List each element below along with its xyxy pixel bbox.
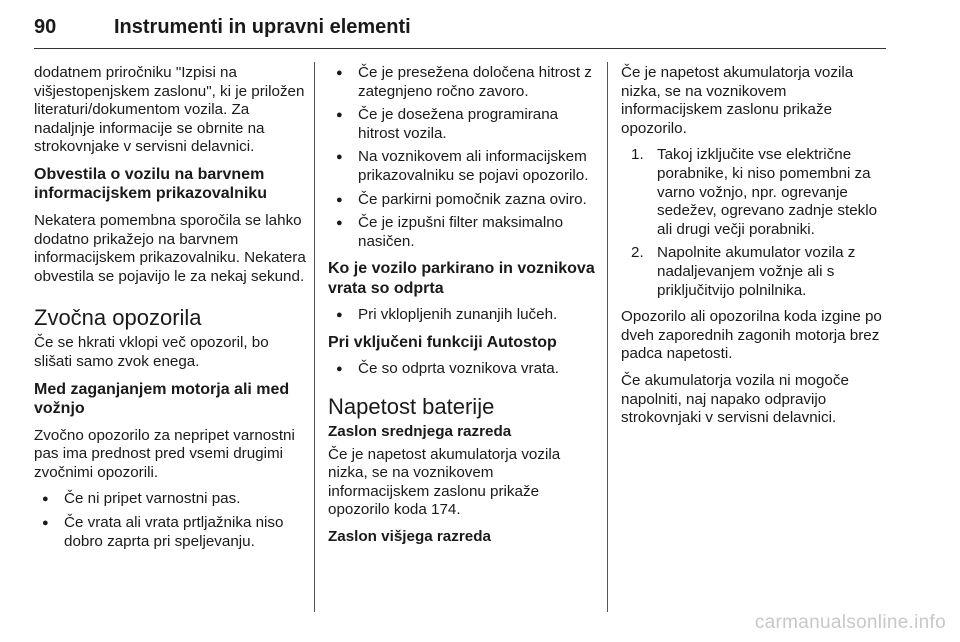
list-item: ● Če je dosežena programirana hitrost vozila.	[328, 106, 596, 143]
numbered-list	[621, 146, 887, 300]
list-item: ● Če so odprta voznikova vrata.	[328, 360, 596, 379]
paragraph-opozorilo-izgine: Opozorilo ali opozorilna koda izgine po dveh zaporednih zagonih motorja brez padca napetosti.	[621, 308, 882, 363]
list-item: ● Pri vklopljenih zunanjih lučeh.	[328, 306, 596, 325]
step-number: 1.	[631, 146, 644, 164]
column-2	[328, 64, 596, 551]
intro-paragraph: dodatnem priročniku "Izpisi na višjestopenjskem zaslonu", ki je priložen literaturi/dokumentom vozila. Za nadaljnje informacije se obrnite na strokovnjake v servisni delavnici.	[34, 64, 305, 156]
list-item: ● Če je presežena določena hitrost z zategnjeno ročno zavoro.	[328, 64, 596, 101]
column-divider-1	[314, 62, 315, 612]
heading-autostop: Pri vključeni funkciji Autostop	[328, 333, 557, 351]
paragraph-zaganjanje: Zvočno opozorilo za nepripet varnostni pas ima prednost pred vsemi drugimi zvočnimi opozorili.	[34, 426, 295, 481]
step-text: Napolnite akumulator vozila z nadaljevanjem vožnje ali s priključitvijo polnilnika.	[657, 244, 856, 299]
bullet-list-autostop	[328, 360, 596, 379]
heading-zaganjanje: Med zaganjanjem motorja ali med vožnjo	[34, 380, 290, 418]
step-number: 2.	[631, 244, 644, 262]
heading-obvestila: Obvestila o vozilu na barvnem informacijskem prikazovalniku	[34, 165, 267, 203]
heading-napetost-baterije: Napetost baterije	[328, 394, 495, 420]
page-header	[34, 8, 886, 49]
heading-zaslon-srednjega: Zaslon srednjega razreda	[328, 423, 512, 441]
heading-zvocna-opozorila: Zvočna opozorila	[34, 305, 202, 331]
step-text: Takoj izključite vse električne porabnike, ki niso pomembni za varno vožnjo, npr. ogrevanje sedežev, ogrevano zadnje steklo ali drugi večji porabniki.	[657, 146, 878, 238]
list-item: ● Na voznikovem ali informacijskem prikazovalniku se pojavi opozorilo.	[328, 148, 596, 185]
page-title: Instrumenti in upravni elementi	[114, 16, 411, 38]
paragraph-zaslon-srednjega: Če je napetost akumulatorja vozila nizka, se na voznikovem informacijskem zaslonu prikaže opozorilo koda 174.	[328, 445, 561, 519]
paragraph-zvocna: Če se hkrati vklopi več opozoril, bo slišati samo zvok enega.	[34, 334, 269, 370]
list-item: ● Če vrata ali vrata prtljažnika niso dobro zaprta pri speljevanju.	[34, 514, 306, 551]
page-number: 90	[34, 16, 57, 38]
list-item	[631, 146, 887, 239]
list-item: ● Če parkirni pomočnik zazna oviro.	[328, 191, 596, 210]
watermark: carmanualsonline.info	[754, 612, 946, 633]
list-item: ● Če ni pripet varnostni pas.	[34, 490, 306, 509]
heading-parkirano: Ko je vozilo parkirano in voznikova vrata so odprta	[328, 260, 595, 297]
column-divider-2	[607, 62, 608, 612]
column-3	[621, 64, 887, 436]
bullet-list-col1	[34, 490, 306, 551]
paragraph-napetost: Če je napetost akumulatorja vozila nizka, se na voznikovem informacijskem zaslonu prikaže opozorilo.	[621, 64, 854, 137]
list-item	[631, 244, 887, 300]
bullet-list-col2	[328, 64, 596, 251]
heading-zaslon-visjega: Zaslon višjega razreda	[328, 528, 491, 545]
paragraph-obvestila: Nekatera pomembna sporočila se lahko dodatno prikažejo na barvnem informacijskem prikazovalniku. Nekatera obvestila se pojavijo le za nekaj sekund.	[34, 211, 306, 285]
list-item: ● Če je izpušni filter maksimalno nasičen.	[328, 214, 596, 251]
bullet-list-parkirano	[328, 306, 596, 325]
column-1	[34, 64, 306, 559]
paragraph-akumulator: Če akumulatorja vozila ni mogoče napolniti, naj napako odpravijo strokovnjaki v servisni delavnici.	[621, 371, 849, 427]
